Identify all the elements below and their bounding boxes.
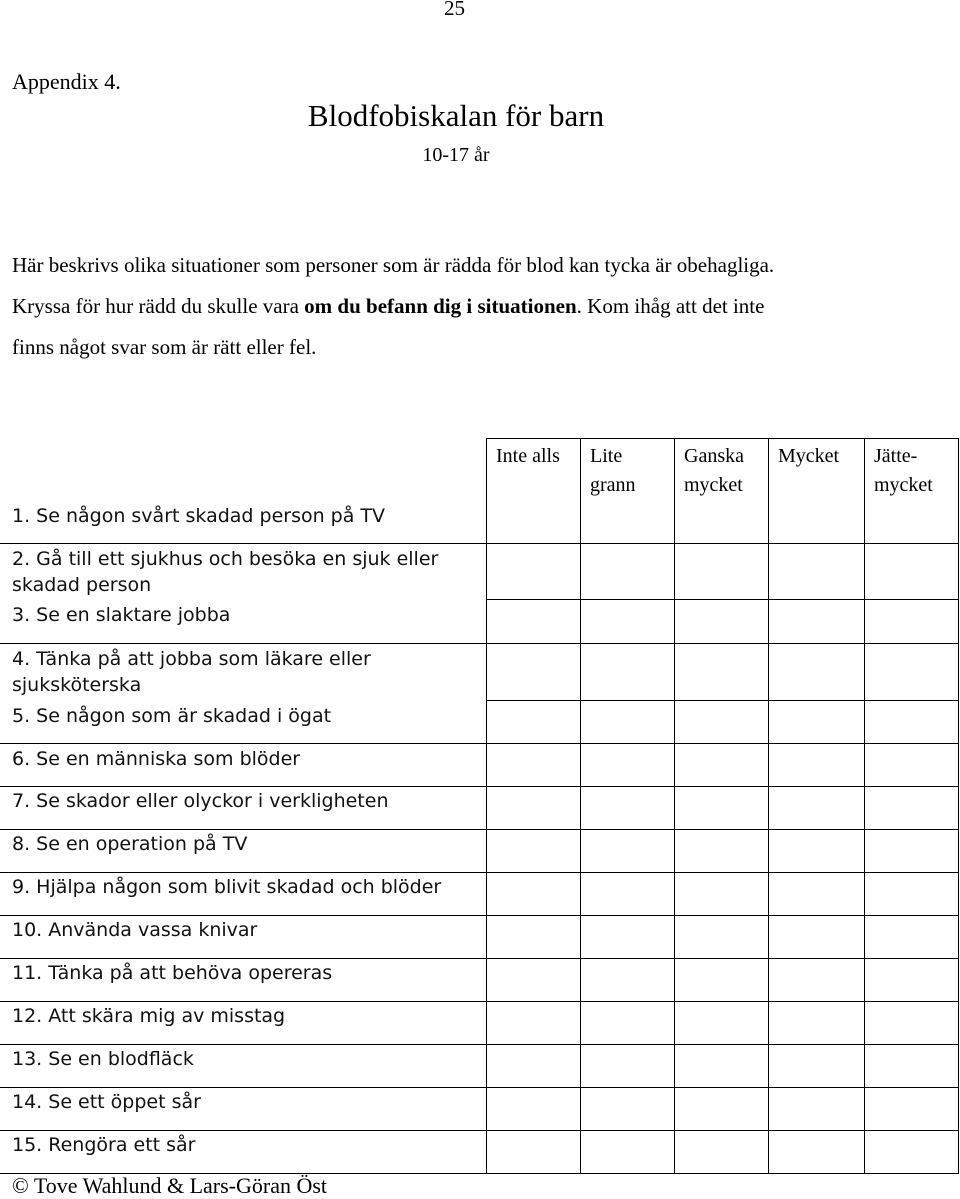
rating-checkbox-cell[interactable] — [486, 1001, 580, 1044]
rating-checkbox-cell[interactable] — [486, 743, 580, 786]
page-number: 25 — [444, 0, 465, 20]
rating-checkbox-cell[interactable] — [768, 1044, 864, 1087]
rating-checkbox-cell[interactable] — [674, 643, 768, 700]
rating-checkbox-cell[interactable] — [864, 1087, 959, 1130]
rating-checkbox-cell[interactable] — [864, 543, 959, 599]
rating-checkbox-cell[interactable] — [580, 700, 674, 743]
rating-checkbox-cell[interactable] — [580, 643, 674, 700]
rating-checkbox-cell[interactable] — [674, 543, 768, 599]
rating-checkbox-cell[interactable] — [486, 829, 580, 872]
page-title: Blodfobiskalan för barn — [307, 98, 605, 133]
item-7: 7. Se skador eller olyckor i verkligheten — [12, 790, 389, 812]
rating-checkbox-cell[interactable] — [486, 700, 580, 743]
rating-checkbox-cell[interactable] — [768, 543, 864, 599]
column-header-lite-grann: Lite grann — [590, 445, 636, 496]
row-divider — [0, 829, 486, 830]
row-divider — [0, 743, 486, 744]
rating-checkbox-cell[interactable] — [580, 1087, 674, 1130]
rating-checkbox-cell[interactable] — [674, 1001, 768, 1044]
rating-checkbox-cell[interactable] — [580, 786, 674, 829]
column-header-inte-alls: Inte alls — [496, 445, 560, 467]
rating-checkbox-cell[interactable] — [864, 743, 959, 786]
rating-checkbox-cell[interactable] — [768, 872, 864, 915]
rating-checkbox-cell[interactable] — [486, 1087, 580, 1130]
column-header-mycket: Mycket — [778, 445, 840, 467]
rating-checkbox-cell[interactable] — [864, 872, 959, 915]
rating-checkbox-cell[interactable] — [486, 643, 580, 700]
rating-checkbox-cell[interactable] — [580, 743, 674, 786]
item-5: 5. Se någon som är skadad i ögat — [12, 705, 332, 727]
rating-checkbox-cell[interactable] — [486, 543, 580, 599]
rating-checkbox-cell[interactable] — [864, 599, 959, 643]
item-2: 2. Gå till ett sjukhus och besöka en sjuk eller skadad person — [12, 548, 439, 596]
instructions-line-2: Kryssa för hur rädd du skulle vara om du befann dig i situationen. Kom ihåg att det inte — [12, 294, 765, 318]
row-divider — [0, 1044, 486, 1045]
rating-checkbox-cell[interactable] — [580, 915, 674, 958]
rating-checkbox-cell[interactable] — [674, 743, 768, 786]
item-12: 12. Att skära mig av misstag — [12, 1005, 286, 1027]
rating-checkbox-cell[interactable] — [768, 700, 864, 743]
rating-checkbox-cell[interactable] — [580, 599, 674, 643]
row-divider — [0, 643, 486, 644]
row-divider — [0, 958, 486, 959]
rating-checkbox-cell[interactable] — [864, 829, 959, 872]
rating-checkbox-cell[interactable] — [580, 829, 674, 872]
rating-checkbox-cell[interactable] — [864, 700, 959, 743]
rating-checkbox-cell[interactable] — [674, 700, 768, 743]
rating-checkbox-cell[interactable] — [486, 1130, 580, 1174]
item-1: 1. Se någon svårt skadad person på TV — [12, 505, 386, 527]
rating-checkbox-cell[interactable] — [768, 915, 864, 958]
rating-checkbox-cell[interactable] — [580, 1130, 674, 1174]
rating-checkbox-cell[interactable] — [768, 1001, 864, 1044]
rating-checkbox-cell[interactable] — [768, 1087, 864, 1130]
item-6: 6. Se en människa som blöder — [12, 748, 301, 770]
row-divider — [0, 915, 486, 916]
rating-checkbox-cell[interactable] — [486, 872, 580, 915]
rating-checkbox-cell[interactable] — [580, 543, 674, 599]
rating-checkbox-cell[interactable] — [768, 643, 864, 700]
instructions-line-1: Här beskrivs olika situationer som personer som är rädda för blod kan tycka är obehagliga. — [12, 253, 775, 277]
rating-checkbox-cell[interactable] — [768, 958, 864, 1001]
item-14: 14. Se ett öppet sår — [12, 1091, 201, 1113]
appendix-label: Appendix 4. — [12, 69, 121, 94]
rating-checkbox-cell[interactable] — [674, 958, 768, 1001]
item-3: 3. Se en slaktare jobba — [12, 604, 231, 626]
rating-checkbox-cell[interactable] — [486, 786, 580, 829]
row-divider — [0, 786, 486, 787]
rating-checkbox-cell[interactable] — [864, 643, 959, 700]
rating-checkbox-cell[interactable] — [674, 872, 768, 915]
rating-checkbox-cell[interactable] — [580, 1001, 674, 1044]
rating-checkbox-cell[interactable] — [768, 743, 864, 786]
item-15: 15. Rengöra ett sår — [12, 1134, 196, 1156]
instructions-emphasis: om du befann dig i situationen — [304, 294, 577, 318]
row-divider — [0, 543, 486, 544]
age-range-subtitle: 10-17 år — [422, 144, 490, 166]
rating-checkbox-cell[interactable] — [486, 915, 580, 958]
column-header-ganska-mycket: Ganska mycket — [684, 445, 744, 496]
item-10: 10. Använda vassa knivar — [12, 919, 258, 941]
rating-checkbox-cell[interactable] — [768, 599, 864, 643]
rating-checkbox-cell[interactable] — [674, 915, 768, 958]
rating-checkbox-cell[interactable] — [580, 958, 674, 1001]
instructions-line-3: finns något svar som är rätt eller fel. — [12, 335, 317, 359]
rating-checkbox-cell[interactable] — [864, 1044, 959, 1087]
rating-checkbox-cell[interactable] — [864, 1001, 959, 1044]
rating-checkbox-cell[interactable] — [674, 599, 768, 643]
item-8: 8. Se en operation på TV — [12, 833, 248, 855]
rating-checkbox-cell[interactable] — [580, 1044, 674, 1087]
rating-checkbox-cell[interactable] — [674, 829, 768, 872]
rating-checkbox-cell[interactable] — [864, 958, 959, 1001]
column-header-jatte-mycket: Jätte- mycket — [874, 445, 933, 496]
row-divider — [0, 1130, 486, 1131]
row-divider — [0, 872, 486, 873]
rating-checkbox-cell[interactable] — [864, 1130, 959, 1174]
row-divider — [0, 1001, 486, 1002]
rating-checkbox-cell[interactable] — [674, 1130, 768, 1174]
rating-checkbox-cell[interactable] — [864, 786, 959, 829]
item-11: 11. Tänka på att behöva opereras — [12, 962, 333, 984]
rating-checkbox-cell[interactable] — [674, 786, 768, 829]
item-13: 13. Se en blodfläck — [12, 1048, 194, 1070]
rating-checkbox-cell[interactable] — [580, 872, 674, 915]
row-divider — [0, 1087, 486, 1088]
instructions — [12, 245, 952, 368]
rating-checkbox-cell[interactable] — [674, 1044, 768, 1087]
rating-checkbox-cell[interactable] — [486, 1044, 580, 1087]
rating-checkbox-cell[interactable] — [674, 1087, 768, 1130]
rating-checkbox-cell[interactable] — [768, 829, 864, 872]
copyright: © Tove Wahlund & Lars-Göran Öst — [12, 1173, 328, 1198]
rating-checkbox-cell[interactable] — [486, 958, 580, 1001]
rating-checkbox-cell[interactable] — [768, 1130, 864, 1174]
item-9: 9. Hjälpa någon som blivit skadad och blöder — [12, 876, 442, 898]
rating-checkbox-cell[interactable] — [864, 915, 959, 958]
rating-checkbox-cell[interactable] — [486, 599, 580, 643]
rating-checkbox-cell[interactable] — [768, 786, 864, 829]
item-4: 4. Tänka på att jobba som läkare eller sjuksköterska — [12, 648, 371, 696]
